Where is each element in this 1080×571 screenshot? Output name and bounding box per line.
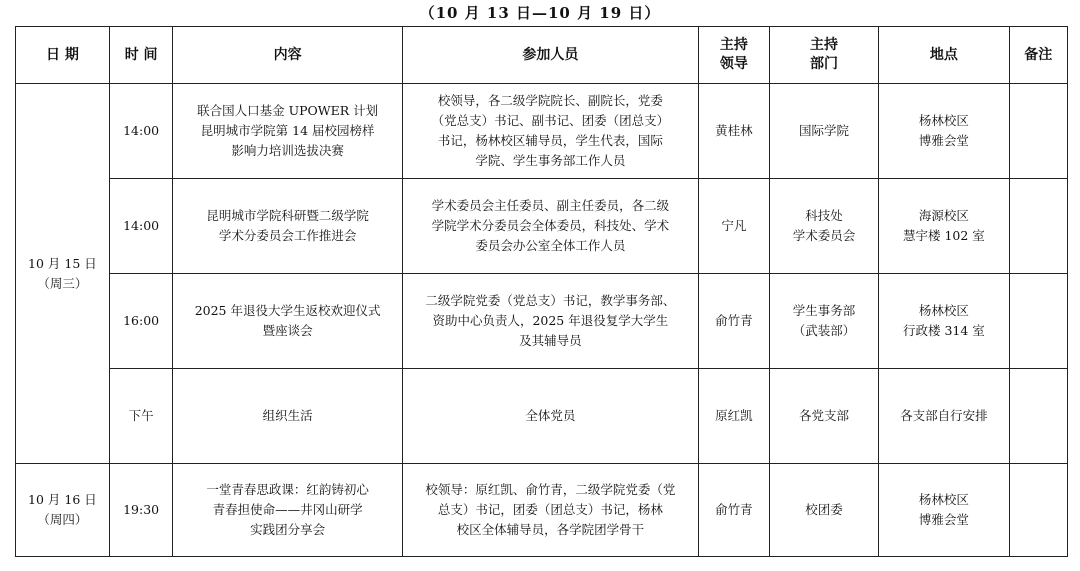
table-row xyxy=(16,274,1068,369)
place-line: 慧宇楼 102 室 xyxy=(903,228,985,243)
header-leader xyxy=(698,27,769,84)
leader-cell: 黄桂林 xyxy=(698,84,769,179)
note-cell xyxy=(1009,464,1067,557)
date-line1: 10 月 15 日 xyxy=(28,255,97,271)
header-leader-line2: 领导 xyxy=(719,56,748,72)
content-line: 联合国人口基金 UPOWER 计划 xyxy=(197,103,379,118)
dept-cell xyxy=(769,369,878,464)
people-line: 学术委员会主任委员、副主任委员，各二级 xyxy=(431,198,670,213)
leader-cell: 俞竹青 xyxy=(698,464,769,557)
content-cell xyxy=(173,464,402,557)
people-cell xyxy=(402,274,698,369)
content-cell xyxy=(173,179,402,274)
people-line: 学院、学生事务部工作人员 xyxy=(475,153,626,168)
header-dept xyxy=(769,27,878,84)
note-cell xyxy=(1009,179,1067,274)
place-cell xyxy=(879,179,1009,274)
place-cell xyxy=(879,464,1009,557)
dept-line: 科技处 xyxy=(805,208,843,223)
date-line1: 10 月 16 日 xyxy=(28,492,97,507)
table-row xyxy=(16,84,1068,179)
time-cell: 14:00 xyxy=(109,179,173,274)
table-row xyxy=(16,179,1068,274)
content-line: 暨座谈会 xyxy=(262,323,313,338)
date-line2: （周四） xyxy=(37,512,88,527)
header-place: 地点 xyxy=(879,27,1009,84)
place-line: 海源校区 xyxy=(918,208,969,223)
dept-cell xyxy=(769,84,878,179)
people-line: 及其辅导员 xyxy=(519,333,582,348)
dept-cell xyxy=(769,464,878,557)
table-row xyxy=(16,369,1068,464)
content-line: 组织生活 xyxy=(262,408,313,423)
leader-cell: 俞竹青 xyxy=(698,274,769,369)
people-line: 校领导：原红凯、俞竹青，二级学院党委（党 xyxy=(425,482,676,497)
place-line: 博雅会堂 xyxy=(918,512,969,527)
header-date: 日 期 xyxy=(16,27,110,84)
note-cell xyxy=(1009,369,1067,464)
people-cell xyxy=(402,179,698,274)
content-line: 一堂青春思政课：红韵铸初心 xyxy=(206,482,369,497)
dept-cell xyxy=(769,179,878,274)
dept-line: 校团委 xyxy=(805,502,843,517)
time-cell: 下午 xyxy=(109,369,173,464)
date-line2: （周三） xyxy=(37,275,88,291)
leader-cell: 原红凯 xyxy=(698,369,769,464)
header-time: 时 间 xyxy=(109,27,173,84)
schedule-title: （10 月 13 日—10 月 19 日） xyxy=(419,4,661,22)
content-line: 昆明城市学院第 14 届校园榜样 xyxy=(200,123,375,138)
time-cell: 19:30 xyxy=(109,464,173,557)
content-cell xyxy=(173,274,402,369)
people-line: 二级学院党委（党总支）书记，教学事务部、 xyxy=(425,293,676,308)
dept-line: 学生事务部 xyxy=(792,303,856,318)
content-line: 2025 年退役大学生返校欢迎仪式 xyxy=(194,303,381,318)
note-cell xyxy=(1009,274,1067,369)
place-line: 博雅会堂 xyxy=(918,133,969,148)
time-cell: 16:00 xyxy=(109,274,173,369)
date-cell xyxy=(16,84,110,464)
people-cell xyxy=(402,464,698,557)
dept-line: （武装部） xyxy=(792,323,856,338)
header-row xyxy=(16,27,1068,84)
people-cell xyxy=(402,369,698,464)
people-line: 资助中心负责人，2025 年退役复学大学生 xyxy=(432,313,669,328)
note-cell xyxy=(1009,84,1067,179)
place-line: 杨林校区 xyxy=(918,113,969,128)
content-cell xyxy=(173,369,402,464)
header-leader-line1: 主持 xyxy=(719,37,748,53)
people-line: 校区全体辅导员，各学院团学骨干 xyxy=(456,522,645,537)
header-dept-line2: 部门 xyxy=(810,56,839,72)
leader-cell: 宁凡 xyxy=(698,179,769,274)
people-line: 总支）书记，团委（团总支）书记，杨林 xyxy=(437,502,663,517)
place-line: 各支部自行安排 xyxy=(900,408,988,423)
header-dept-line1: 主持 xyxy=(810,37,839,53)
time-cell: 14:00 xyxy=(109,84,173,179)
people-line: 校领导，各二级学院院长、副院长，党委 xyxy=(437,93,663,108)
dept-cell xyxy=(769,274,878,369)
people-line: 书记，杨林校区辅导员，学生代表，国际 xyxy=(437,133,663,148)
place-line: 杨林校区 xyxy=(918,303,969,318)
place-line: 行政楼 314 室 xyxy=(903,323,985,338)
header-people: 参加人员 xyxy=(402,27,698,84)
place-cell xyxy=(879,369,1009,464)
content-line: 实践团分享会 xyxy=(250,522,326,537)
weekly-schedule-table xyxy=(15,26,1068,557)
table-row xyxy=(16,464,1068,557)
content-line: 昆明城市学院科研暨二级学院 xyxy=(206,208,369,223)
people-line: 委员会办公室全体工作人员 xyxy=(475,238,626,253)
place-cell xyxy=(879,274,1009,369)
dept-line: 学术委员会 xyxy=(792,228,856,243)
place-cell xyxy=(879,84,1009,179)
dept-line: 国际学院 xyxy=(799,123,850,138)
dept-line: 各党支部 xyxy=(799,408,850,423)
content-cell xyxy=(173,84,402,179)
people-cell xyxy=(402,84,698,179)
content-line: 青春担使命——井冈山研学 xyxy=(212,502,363,517)
content-line: 影响力培训选拔决赛 xyxy=(231,143,344,158)
people-line: （党总支）书记、副书记、团委（团总支） xyxy=(431,113,670,128)
content-line: 学术分委员会工作推进会 xyxy=(218,228,357,243)
people-line: 学院学术分委员会全体委员，科技处、学术 xyxy=(431,218,670,233)
date-cell xyxy=(16,464,110,557)
header-note: 备注 xyxy=(1009,27,1067,84)
place-line: 杨林校区 xyxy=(918,492,969,507)
header-content: 内容 xyxy=(173,27,402,84)
people-line: 全体党员 xyxy=(525,408,576,423)
